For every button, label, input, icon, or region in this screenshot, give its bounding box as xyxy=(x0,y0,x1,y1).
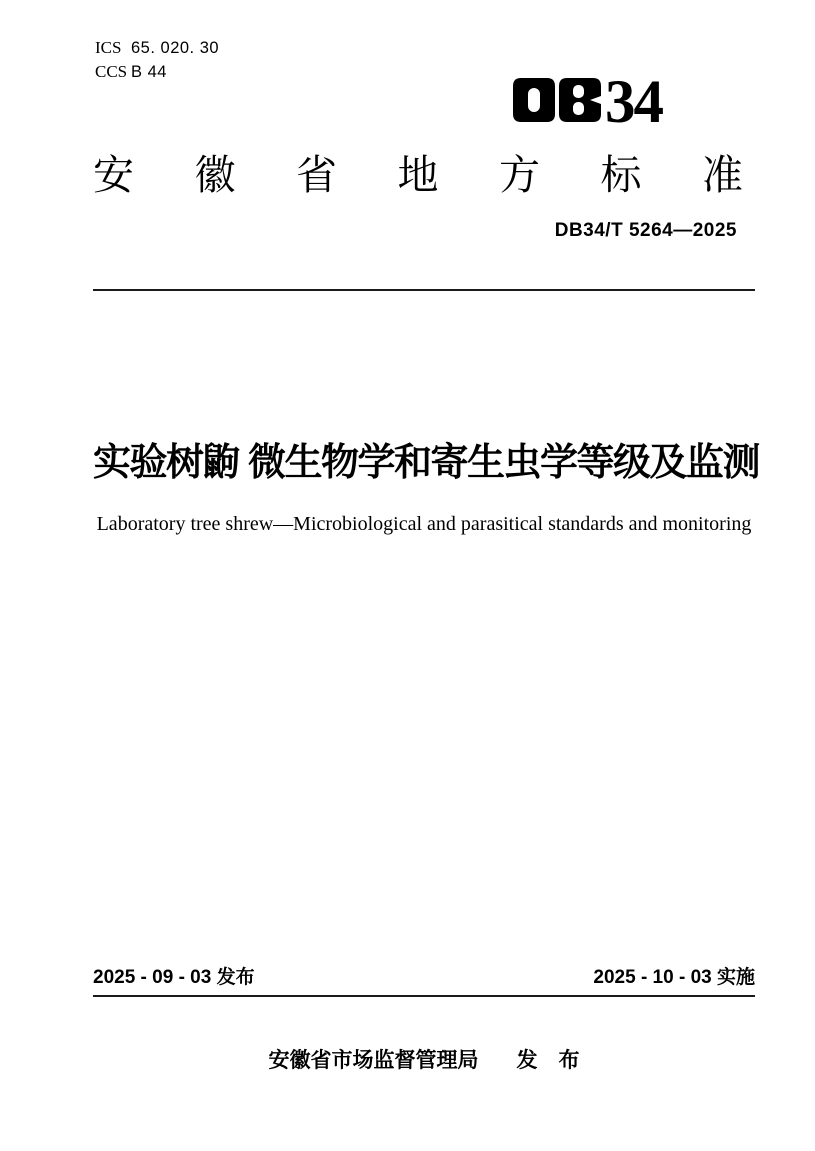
title-chinese: 实验树鼩 微生物学和寄生虫学等级及监测 xyxy=(93,442,760,484)
standard-type-char: 方 xyxy=(499,152,540,198)
logo-region-number: 34 xyxy=(605,76,662,124)
standard-type-char: 地 xyxy=(397,152,439,198)
standard-number: DB34/T 5264—2025 xyxy=(554,220,737,241)
ccs-label: CCS xyxy=(95,62,128,81)
standard-type-char: 安 xyxy=(93,152,134,198)
db34-logo xyxy=(513,76,693,124)
standard-type-char: 准 xyxy=(702,152,743,198)
issue-date: 2025 - 09 - 03 发布 xyxy=(93,967,255,988)
standard-type-char: 徽 xyxy=(194,152,236,198)
ccs-value: B 44 xyxy=(131,63,167,81)
standard-type-title xyxy=(93,152,743,198)
standard-type-char: 标 xyxy=(600,152,642,198)
ics-row xyxy=(95,36,219,60)
publisher-row xyxy=(93,1047,755,1075)
header-rule xyxy=(93,289,755,291)
implement-date: 2025 - 10 - 03 实施 xyxy=(593,967,755,988)
publish-action-label: 发 布 xyxy=(516,1049,580,1072)
ics-value: 65. 020. 30 xyxy=(131,39,220,57)
ccs-row xyxy=(95,60,219,84)
ics-ccs-block xyxy=(95,36,219,84)
title-english: Laboratory tree shrew—Microbiological and parasitical standards and monitoring xyxy=(96,513,752,535)
dates-row xyxy=(93,966,755,990)
standard-type-char: 省 xyxy=(296,152,337,198)
publisher-name: 安徽省市场监督管理局 xyxy=(268,1049,479,1072)
ics-label: ICS xyxy=(95,38,122,57)
footer-rule xyxy=(93,995,755,997)
db34-logo-graphic xyxy=(513,76,693,124)
